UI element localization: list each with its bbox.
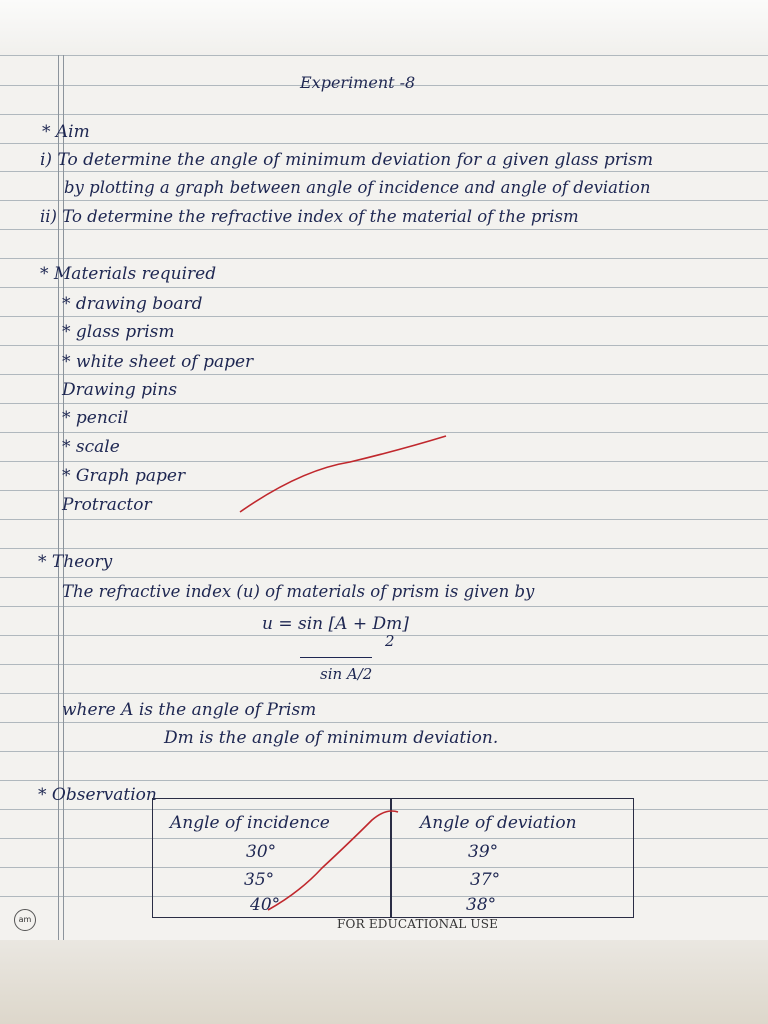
materials-item: * pencil — [62, 408, 129, 428]
materials-item: * drawing board — [62, 294, 203, 314]
experiment-title: Experiment -8 — [300, 73, 416, 92]
table-cell-incidence: 35° — [244, 870, 275, 890]
observation-heading: * Observation — [38, 785, 157, 805]
table-cell-deviation: 37° — [470, 870, 501, 890]
materials-item: * scale — [62, 437, 120, 457]
aim-line-1: i) To determine the angle of minimum deviation for a given glass prism — [40, 150, 654, 170]
materials-item: Protractor — [62, 495, 152, 515]
materials-heading: * Materials required — [40, 264, 217, 284]
table-cell-deviation: 39° — [468, 842, 499, 862]
materials-item: * white sheet of paper — [62, 352, 254, 372]
check-mark-table — [268, 811, 398, 910]
table-cell-incidence: 40° — [250, 895, 281, 915]
aim-line-2: by plotting a graph between angle of incidence and angle of deviation — [64, 178, 651, 197]
formula-numerator-subscript: 2 — [385, 632, 395, 650]
formula-denominator: sin A/2 — [320, 665, 373, 683]
page-bottom-edge — [0, 940, 768, 1024]
formula-numerator: u = sin [A + Dm] — [262, 614, 409, 634]
theory-where-line-1: where A is the angle of Prism — [62, 700, 317, 720]
theory-where-line-2: Dm is the angle of minimum deviation. — [164, 728, 499, 748]
materials-item: Drawing pins — [62, 380, 178, 400]
materials-item: * Graph paper — [62, 466, 186, 486]
table-cell-deviation: 38° — [466, 895, 497, 915]
aim-line-3: ii) To determine the refractive index of the material of the prism — [40, 207, 579, 226]
aim-heading: * Aim — [42, 122, 90, 142]
footer-text: FOR EDUCATIONAL USE — [337, 917, 499, 931]
theory-heading: * Theory — [38, 552, 113, 572]
theory-line: The refractive index (u) of materials of prism is given by — [62, 582, 535, 601]
table-cell-incidence: 30° — [246, 842, 277, 862]
table-header-incidence: Angle of incidence — [170, 813, 330, 833]
materials-item: * glass prism — [62, 322, 175, 342]
publisher-logo: am — [14, 909, 36, 931]
table-header-deviation: Angle of deviation — [420, 813, 577, 833]
check-mark-materials — [240, 436, 446, 512]
